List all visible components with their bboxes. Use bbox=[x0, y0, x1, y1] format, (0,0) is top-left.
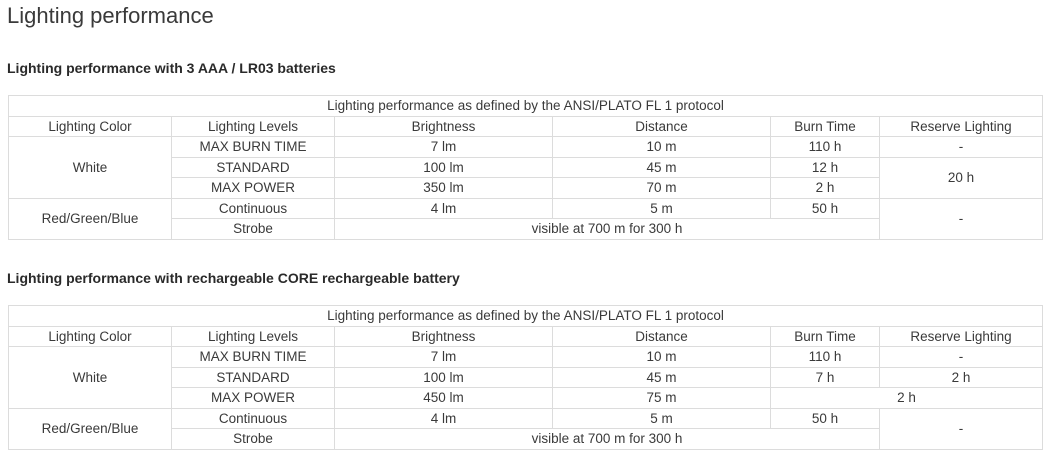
brightness-cell: 7 lm bbox=[335, 137, 553, 158]
color-cell-white: White bbox=[9, 137, 172, 199]
table-header-row bbox=[9, 116, 1043, 137]
header-lighting-levels: Lighting Levels bbox=[172, 326, 335, 347]
distance-cell: 45 m bbox=[553, 157, 771, 178]
strobe-info-cell: visible at 700 m for 300 h bbox=[335, 219, 880, 240]
brightness-cell: 4 lm bbox=[335, 198, 553, 219]
level-cell: Continuous bbox=[172, 408, 335, 429]
burn-time-cell: 2 h bbox=[771, 178, 880, 199]
brightness-cell: 7 lm bbox=[335, 347, 553, 368]
strobe-info-cell: visible at 700 m for 300 h bbox=[335, 429, 880, 450]
header-distance: Distance bbox=[553, 326, 771, 347]
distance-cell: 5 m bbox=[553, 198, 771, 219]
distance-cell: 10 m bbox=[553, 347, 771, 368]
burn-time-cell: 50 h bbox=[771, 198, 880, 219]
distance-cell: 70 m bbox=[553, 178, 771, 199]
reserve-cell-rgb: - bbox=[880, 198, 1043, 239]
distance-cell: 10 m bbox=[553, 137, 771, 158]
section-title-aaa-batteries: Lighting performance with 3 AAA / LR03 batteries bbox=[7, 60, 336, 76]
reserve-cell-rgb: - bbox=[880, 408, 1043, 449]
table-header-row bbox=[9, 326, 1043, 347]
table-row bbox=[9, 306, 1043, 327]
burn-reserve-merged-cell: 2 h bbox=[771, 388, 1043, 409]
table-row bbox=[9, 137, 1043, 158]
distance-cell: 45 m bbox=[553, 367, 771, 388]
level-cell: Continuous bbox=[172, 198, 335, 219]
header-burn-time: Burn Time bbox=[771, 116, 880, 137]
brightness-cell: 4 lm bbox=[335, 408, 553, 429]
brightness-cell: 450 lm bbox=[335, 388, 553, 409]
table-row bbox=[9, 96, 1043, 117]
color-cell-white: White bbox=[9, 347, 172, 409]
level-cell: MAX POWER bbox=[172, 388, 335, 409]
header-reserve-lighting: Reserve Lighting bbox=[880, 326, 1043, 347]
reserve-cell-merged: 20 h bbox=[880, 157, 1043, 198]
level-cell: MAX BURN TIME bbox=[172, 347, 335, 368]
protocol-label: Lighting performance as defined by the ANSI/PLATO FL 1 protocol bbox=[9, 96, 1043, 117]
color-cell-rgb: Red/Green/Blue bbox=[9, 408, 172, 449]
burn-time-cell: 110 h bbox=[771, 137, 880, 158]
level-cell: STANDARD bbox=[172, 157, 335, 178]
level-cell: Strobe bbox=[172, 219, 335, 240]
level-cell: STANDARD bbox=[172, 367, 335, 388]
table-row bbox=[9, 347, 1043, 368]
performance-table-aaa bbox=[8, 95, 1043, 240]
header-lighting-color: Lighting Color bbox=[9, 326, 172, 347]
header-burn-time: Burn Time bbox=[771, 326, 880, 347]
distance-cell: 75 m bbox=[553, 388, 771, 409]
brightness-cell: 100 lm bbox=[335, 367, 553, 388]
reserve-cell: - bbox=[880, 137, 1043, 158]
section-title-core-battery: Lighting performance with rechargeable CORE rechargeable battery bbox=[7, 270, 460, 286]
color-cell-rgb: Red/Green/Blue bbox=[9, 198, 172, 239]
header-brightness: Brightness bbox=[335, 326, 553, 347]
reserve-cell: 2 h bbox=[880, 367, 1043, 388]
burn-time-cell: 50 h bbox=[771, 408, 880, 429]
performance-table-core bbox=[8, 305, 1043, 450]
header-distance: Distance bbox=[553, 116, 771, 137]
table-row bbox=[9, 408, 1043, 429]
protocol-label: Lighting performance as defined by the ANSI/PLATO FL 1 protocol bbox=[9, 306, 1043, 327]
level-cell: MAX BURN TIME bbox=[172, 137, 335, 158]
header-lighting-color: Lighting Color bbox=[9, 116, 172, 137]
burn-time-cell: 12 h bbox=[771, 157, 880, 178]
header-brightness: Brightness bbox=[335, 116, 553, 137]
brightness-cell: 100 lm bbox=[335, 157, 553, 178]
reserve-cell: - bbox=[880, 347, 1043, 368]
brightness-cell: 350 lm bbox=[335, 178, 553, 199]
table-row bbox=[9, 198, 1043, 219]
level-cell: Strobe bbox=[172, 429, 335, 450]
page-title: Lighting performance bbox=[7, 3, 214, 28]
header-lighting-levels: Lighting Levels bbox=[172, 116, 335, 137]
level-cell: MAX POWER bbox=[172, 178, 335, 199]
burn-time-cell: 110 h bbox=[771, 347, 880, 368]
distance-cell: 5 m bbox=[553, 408, 771, 429]
header-reserve-lighting: Reserve Lighting bbox=[880, 116, 1043, 137]
burn-time-cell: 7 h bbox=[771, 367, 880, 388]
